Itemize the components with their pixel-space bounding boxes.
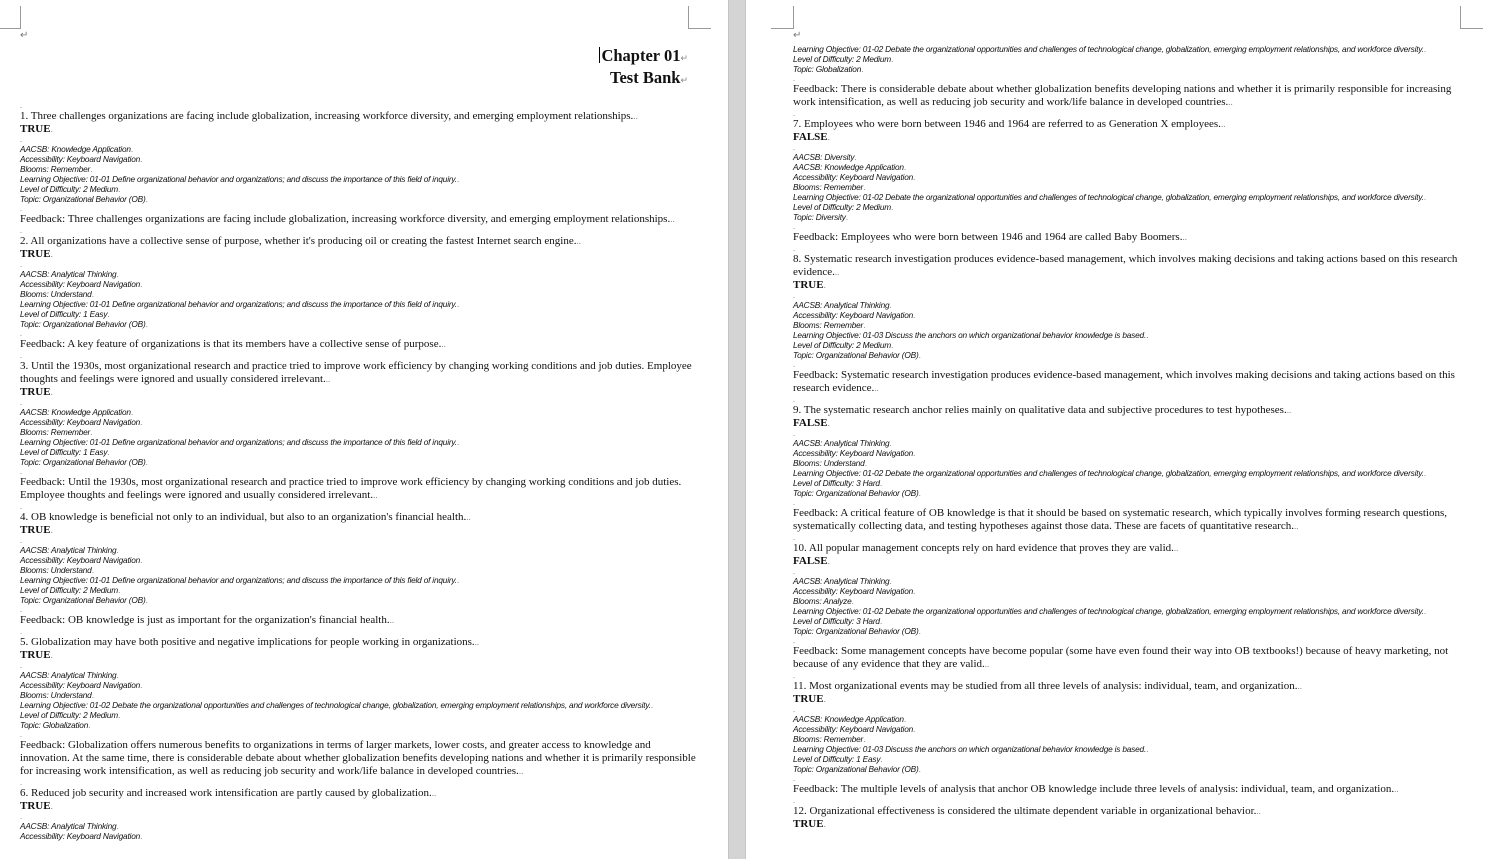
metadata-line[interactable]: Topic: Organizational Behavior (OB). bbox=[793, 764, 921, 774]
empty-paragraph: . bbox=[20, 730, 22, 739]
paragraph-mark: . bbox=[116, 269, 119, 279]
paragraph-mark: . bbox=[863, 734, 866, 744]
paragraph-mark: . bbox=[140, 417, 143, 427]
paragraph-mark: ↵ bbox=[680, 53, 688, 63]
paragraph-mark: . bbox=[913, 310, 916, 320]
empty-paragraph: . bbox=[793, 671, 795, 680]
paragraph-mark: .. bbox=[325, 374, 331, 384]
paragraph-mark: . bbox=[140, 154, 143, 164]
empty-paragraph: . bbox=[20, 661, 22, 670]
paragraph-mark: . bbox=[456, 299, 460, 309]
question-block bbox=[20, 351, 700, 502]
paragraph-mark: . bbox=[145, 319, 148, 329]
metadata-line[interactable]: Accessibility: Keyboard Navigation. bbox=[793, 724, 916, 734]
left-page-content bbox=[20, 0, 700, 841]
feedback-text[interactable]: Feedback: Until the 1930s, most organizational research and practice tried to improve work efficiency by changing working conditions and job duties. Employee thoughts and feelings were ignored and usually considered irrelevant... bbox=[20, 476, 682, 501]
metadata-line[interactable]: Topic: Diversity. bbox=[793, 212, 849, 222]
answer-text[interactable]: TRUE. bbox=[20, 524, 53, 536]
paragraph-mark: . bbox=[890, 202, 894, 212]
paragraph-mark: . bbox=[145, 595, 148, 605]
empty-paragraph: . bbox=[793, 360, 795, 369]
paragraph-mark: . bbox=[880, 754, 883, 764]
answer-text[interactable]: FALSE. bbox=[793, 417, 830, 429]
paragraph-mark: . bbox=[913, 172, 916, 182]
question-block bbox=[20, 101, 700, 226]
question-text[interactable]: 5. Globalization may have both positive and negative implications for people working in organizations... bbox=[20, 636, 480, 648]
paragraph-mark: .. bbox=[1228, 97, 1233, 107]
question-block bbox=[20, 226, 700, 351]
paragraph-mark: ↵ bbox=[793, 30, 802, 41]
paragraph-mark: . bbox=[889, 300, 892, 310]
feedback-text[interactable]: Feedback: Three challenges organizations are facing include globalization, increasing workforce diversity, and emerging employment relationships... bbox=[20, 213, 675, 225]
metadata-line[interactable]: Blooms: Remember. bbox=[20, 164, 93, 174]
metadata-line[interactable]: Topic: Organizational Behavior (OB). bbox=[20, 194, 148, 204]
metadata-line[interactable]: AACSB: Knowledge Application. bbox=[20, 144, 134, 154]
paragraph-mark: . bbox=[140, 680, 143, 690]
paragraph-mark: .. bbox=[984, 659, 990, 669]
paragraph-mark: . bbox=[854, 152, 857, 162]
question-text[interactable]: 10. All popular management concepts rely on hard evidence that proves they are valid... bbox=[793, 542, 1179, 554]
metadata-line[interactable]: Accessibility: Keyboard Navigation. bbox=[793, 310, 916, 320]
metadata-line[interactable]: Topic: Organizational Behavior (OB). bbox=[20, 319, 148, 329]
metadata-line[interactable]: Topic: Globalization. bbox=[20, 720, 91, 730]
paragraph-mark: . bbox=[879, 616, 883, 626]
paragraph-mark: . bbox=[1146, 744, 1149, 754]
empty-paragraph: . bbox=[793, 222, 795, 231]
question-block bbox=[793, 671, 1465, 796]
empty-paragraph: . bbox=[793, 395, 795, 404]
metadata-line[interactable]: AACSB: Analytical Thinking. bbox=[20, 545, 119, 555]
paragraph-mark: .. bbox=[670, 214, 675, 224]
paragraph-mark: . bbox=[889, 438, 892, 448]
paragraph-mark: . bbox=[650, 700, 654, 710]
empty-paragraph: . bbox=[20, 351, 22, 360]
metadata-line[interactable]: Topic: Organizational Behavior (OB). bbox=[793, 626, 921, 636]
paragraph-mark: . bbox=[107, 447, 110, 457]
empty-paragraph: . bbox=[20, 778, 22, 787]
paragraph-mark: . bbox=[864, 458, 867, 468]
metadata-line[interactable]: Topic: Organizational Behavior (OB). bbox=[793, 350, 921, 360]
continued-block bbox=[793, 44, 1465, 109]
metadata-line[interactable]: AACSB: Knowledge Application. bbox=[793, 162, 907, 172]
question-text[interactable]: 2. All organizations have a collective sense of purpose, whether it's producing oil or creating the fastest Internet search engine... bbox=[20, 235, 581, 247]
metadata-line[interactable]: Accessibility: Keyboard Navigation. bbox=[793, 172, 916, 182]
metadata-line[interactable]: Blooms: Analyze. bbox=[793, 596, 854, 606]
question-block bbox=[793, 244, 1465, 395]
paragraph-mark: .. bbox=[1173, 543, 1179, 553]
paragraph-mark: . bbox=[145, 457, 148, 467]
metadata-line[interactable]: Learning Objective: 01-01 Define organizational behavior and organizations; and discuss the importance of this field of inquiry.. bbox=[20, 437, 460, 447]
chapter-title-text: Chapter 01 bbox=[601, 46, 681, 65]
paragraph-mark: .. bbox=[1256, 806, 1261, 816]
paragraph-mark: . bbox=[50, 249, 53, 259]
answer-text[interactable]: TRUE. bbox=[20, 386, 53, 398]
empty-paragraph: . bbox=[20, 467, 22, 476]
paragraph-mark: .. bbox=[431, 788, 437, 798]
paragraph-mark: . bbox=[913, 448, 916, 458]
paragraph-mark: .. bbox=[441, 339, 446, 349]
metadata-line[interactable]: AACSB: Analytical Thinking. bbox=[793, 438, 892, 448]
metadata-line[interactable]: Level of Difficulty: 2 Medium. bbox=[793, 340, 894, 350]
paragraph-mark: . bbox=[456, 575, 460, 585]
paragraph-mark: . bbox=[117, 710, 121, 720]
metadata-line[interactable]: Blooms: Understand. bbox=[20, 690, 94, 700]
metadata-line[interactable]: Accessibility: Keyboard Navigation. bbox=[20, 680, 143, 690]
metadata-line[interactable]: Blooms: Remember. bbox=[793, 734, 866, 744]
metadata-line[interactable]: Topic: Globalization. bbox=[793, 64, 864, 74]
metadata-line[interactable]: Topic: Organizational Behavior (OB). bbox=[20, 457, 148, 467]
metadata-line[interactable]: AACSB: Knowledge Application. bbox=[793, 714, 907, 724]
paragraph-mark: . bbox=[1423, 44, 1427, 54]
paragraph-mark: . bbox=[1146, 330, 1149, 340]
paragraph-mark: . bbox=[889, 576, 892, 586]
feedback-text[interactable]: Feedback: A critical feature of OB knowledge is that it should be based on systematic research, which typically involves forming research questions, systematically collecting data, and testing hypotheses against those data. These are facets of quantitative research... bbox=[793, 507, 1448, 532]
question-text[interactable]: 11. Most organizational events may be studied from all three levels of analysis: individual, team, and organization... bbox=[793, 680, 1302, 692]
empty-paragraph: . bbox=[793, 705, 795, 714]
metadata-line[interactable]: Learning Objective: 01-02 Debate the organizational opportunities and challenges of technological change, globalization, emerging employment relationships, and workforce diversity.. bbox=[793, 192, 1427, 202]
empty-paragraph: . bbox=[20, 536, 22, 545]
paragraph-mark: . bbox=[107, 309, 110, 319]
question-block bbox=[20, 502, 700, 627]
paragraph-mark: . bbox=[903, 162, 907, 172]
question-text[interactable]: 7. Employees who were born between 1946 and 1964 are referred to as Generation X employees... bbox=[793, 118, 1226, 130]
feedback-text[interactable]: Feedback: There is considerable debate about whether globalization benefits developing nations and whether it is primarily responsible for increasing work intensification, as well as reducing job security and work/life balance in developed countries... bbox=[793, 83, 1452, 108]
paragraph-mark: . bbox=[1423, 192, 1427, 202]
answer-text[interactable]: TRUE. bbox=[20, 649, 53, 661]
answer-text[interactable]: TRUE. bbox=[20, 123, 53, 135]
paragraph-mark: . bbox=[117, 585, 121, 595]
paragraph-mark: .. bbox=[1220, 119, 1226, 129]
question-text[interactable]: 1. Three challenges organizations are facing include globalization, increasing workforce diversity, and emerging employment relationships... bbox=[20, 110, 638, 122]
empty-paragraph: . bbox=[793, 567, 795, 576]
answer-text[interactable]: FALSE. bbox=[793, 555, 830, 567]
right-page-content bbox=[793, 0, 1465, 830]
metadata-line[interactable]: AACSB: Knowledge Application. bbox=[20, 407, 134, 417]
empty-paragraph: . bbox=[793, 74, 795, 83]
metadata-line[interactable]: AACSB: Diversity. bbox=[793, 152, 857, 162]
feedback-text[interactable]: Feedback: Some management concepts have become popular (some have even found their way into OB textbooks!) because of heavy marketing, not because of any evidence that they are valid... bbox=[793, 645, 1449, 670]
paragraph-mark: . bbox=[50, 387, 53, 397]
paragraph-mark: . bbox=[863, 320, 866, 330]
paragraph-mark: . bbox=[456, 174, 460, 184]
metadata-line[interactable]: Accessibility: Keyboard Navigation. bbox=[793, 448, 916, 458]
answer-text[interactable]: TRUE. bbox=[20, 800, 53, 812]
paragraph-mark: . bbox=[130, 144, 134, 154]
paragraph-mark: . bbox=[90, 427, 93, 437]
paragraph-mark: . bbox=[918, 764, 921, 774]
metadata-line[interactable]: Accessibility: Keyboard Navigation. bbox=[20, 555, 143, 565]
answer-text[interactable]: TRUE. bbox=[793, 818, 826, 830]
empty-paragraph: . bbox=[793, 109, 795, 118]
empty-paragraph: . bbox=[793, 498, 795, 507]
document-page-left[interactable] bbox=[0, 0, 728, 859]
metadata-line[interactable]: AACSB: Analytical Thinking. bbox=[20, 821, 119, 831]
paragraph-mark: .. bbox=[1294, 521, 1299, 531]
paragraph-mark: .. bbox=[1286, 405, 1292, 415]
feedback-text[interactable]: Feedback: OB knowledge is just as important for the organization's financial health... bbox=[20, 614, 395, 626]
metadata-line[interactable]: Blooms: Understand. bbox=[793, 458, 867, 468]
feedback-text[interactable]: Feedback: Employees who were born between 1946 and 1964 are called Baby Boomers... bbox=[793, 231, 1187, 243]
paragraph-mark: . bbox=[845, 212, 849, 222]
question-text[interactable]: 6. Reduced job security and increased work intensification are partly caused by globalization... bbox=[20, 787, 437, 799]
question-block bbox=[20, 627, 700, 778]
paragraph-mark: .. bbox=[389, 615, 395, 625]
empty-paragraph: . bbox=[793, 533, 795, 542]
metadata-line[interactable]: Learning Objective: 01-02 Debate the organizational opportunities and challenges of technological change, globalization, emerging employment relationships, and workforce diversity.. bbox=[793, 468, 1427, 478]
question-text[interactable]: 8. Systematic research investigation produces evidence-based management, which involves making decisions and taking actions based on this research evidence... bbox=[793, 253, 1458, 278]
metadata-line[interactable]: Learning Objective: 01-02 Debate the organizational opportunities and challenges of technological change, globalization, emerging employment relationships, and workforce diversity.. bbox=[793, 44, 1427, 54]
paragraph-mark: .. bbox=[373, 490, 378, 500]
paragraph-mark: .. bbox=[1394, 784, 1399, 794]
paragraph-mark: . bbox=[88, 720, 91, 730]
paragraph-mark: .. bbox=[1297, 681, 1302, 691]
metadata-line[interactable]: Accessibility: Keyboard Navigation. bbox=[20, 831, 143, 841]
paragraph-mark: . bbox=[50, 650, 53, 660]
empty-paragraph: . bbox=[20, 135, 22, 144]
empty-paragraph: . bbox=[793, 143, 795, 152]
paragraph-mark: ↵ bbox=[680, 75, 688, 85]
paragraph-mark: . bbox=[827, 418, 830, 428]
metadata-line[interactable]: Learning Objective: 01-02 Debate the organizational opportunities and challenges of technological change, globalization, emerging employment relationships, and workforce diversity.. bbox=[20, 700, 654, 710]
page-gutter bbox=[728, 0, 746, 859]
paragraph-mark: .. bbox=[1182, 232, 1187, 242]
question-text[interactable]: 12. Organizational effectiveness is considered the ultimate dependent variable in organizational behavior... bbox=[793, 805, 1261, 817]
question-block bbox=[793, 395, 1465, 533]
paragraph-mark: . bbox=[91, 289, 94, 299]
metadata-line[interactable]: AACSB: Analytical Thinking. bbox=[20, 269, 119, 279]
paragraph-mark: . bbox=[116, 670, 119, 680]
metadata-line[interactable]: Level of Difficulty: 3 Hard. bbox=[793, 616, 883, 626]
paragraph-mark: .. bbox=[576, 236, 581, 246]
metadata-line[interactable]: Accessibility: Keyboard Navigation. bbox=[20, 279, 143, 289]
empty-paragraph: . bbox=[20, 204, 22, 213]
metadata-line[interactable]: Accessibility: Keyboard Navigation. bbox=[20, 417, 143, 427]
metadata-line[interactable]: Learning Objective: 01-01 Define organizational behavior and organizations; and discuss the importance of this field of inquiry.. bbox=[20, 299, 460, 309]
chapter-title[interactable] bbox=[20, 46, 700, 68]
question-list-left bbox=[20, 101, 700, 841]
paragraph-mark: .. bbox=[874, 383, 879, 393]
question-text[interactable]: 9. The systematic research anchor relies mainly on qualitative data and subjective procedures to test hypotheses... bbox=[793, 404, 1292, 416]
margin-corner-mark bbox=[771, 6, 794, 29]
metadata-line[interactable]: Blooms: Remember. bbox=[20, 427, 93, 437]
metadata-line[interactable]: Learning Objective: 01-02 Debate the organizational opportunities and challenges of technological change, globalization, emerging employment relationships, and workforce diversity.. bbox=[793, 606, 1427, 616]
empty-paragraph: . bbox=[793, 796, 795, 805]
question-block bbox=[793, 533, 1465, 671]
metadata-line[interactable]: Accessibility: Keyboard Navigation. bbox=[793, 586, 916, 596]
paragraph-mark: . bbox=[918, 626, 921, 636]
test-bank-title-text: Test Bank bbox=[609, 68, 681, 87]
paragraph-mark: . bbox=[91, 690, 94, 700]
paragraph-mark: . bbox=[863, 182, 866, 192]
metadata-line[interactable]: AACSB: Analytical Thinking. bbox=[793, 576, 892, 586]
paragraph-mark: . bbox=[50, 124, 53, 134]
empty-paragraph: . bbox=[20, 502, 22, 511]
metadata-line[interactable]: Accessibility: Keyboard Navigation. bbox=[20, 154, 143, 164]
margin-corner-mark bbox=[0, 6, 21, 29]
paragraph-mark: . bbox=[90, 164, 93, 174]
paragraph-mark: . bbox=[1423, 606, 1427, 616]
paragraph-mark: . bbox=[117, 184, 121, 194]
feedback-text[interactable]: Feedback: Globalization offers numerous benefits to organizations in terms of larger markets, lower costs, and greater access to knowledge and innovation. At the same time, there is considerable debate about whether globalization benefits developing nations and whether it is primarily responsible for increasing work intensification, as well as reducing job security and work/life balance in developed countries... bbox=[20, 739, 696, 777]
paragraph-mark: . bbox=[890, 54, 894, 64]
answer-text[interactable]: FALSE. bbox=[793, 131, 830, 143]
paragraph-mark: . bbox=[140, 279, 143, 289]
metadata-line[interactable]: AACSB: Analytical Thinking. bbox=[793, 300, 892, 310]
metadata-line[interactable]: Level of Difficulty: 1 Easy. bbox=[20, 447, 110, 457]
paragraph-mark: . bbox=[140, 831, 143, 841]
metadata-line[interactable]: Level of Difficulty: 2 Medium. bbox=[20, 585, 121, 595]
empty-paragraph: . bbox=[793, 291, 795, 300]
paragraph-mark: . bbox=[50, 525, 53, 535]
paragraph-mark: . bbox=[130, 407, 134, 417]
feedback-text[interactable]: Feedback: The multiple levels of analysis that anchor OB knowledge include three levels of analysis: individual, team, and organization... bbox=[793, 783, 1399, 795]
paragraph-mark: . bbox=[116, 821, 119, 831]
empty-paragraph: . bbox=[20, 627, 22, 636]
empty-paragraph: . bbox=[793, 636, 795, 645]
question-block bbox=[793, 109, 1465, 244]
metadata-line[interactable]: Learning Objective: 01-01 Define organizational behavior and organizations; and discuss the importance of this field of inquiry.. bbox=[20, 575, 460, 585]
paragraph-mark: . bbox=[140, 555, 143, 565]
paragraph-mark: . bbox=[913, 724, 916, 734]
feedback-text[interactable]: Feedback: Systematic research investigation produces evidence-based management, which involves making decisions and taking actions based on this research evidence... bbox=[793, 369, 1455, 394]
paragraph-mark: . bbox=[890, 340, 894, 350]
metadata-line[interactable]: Level of Difficulty: 1 Easy. bbox=[793, 754, 883, 764]
metadata-line[interactable]: Blooms: Remember. bbox=[793, 182, 866, 192]
paragraph-mark: . bbox=[823, 819, 826, 829]
document-page-right[interactable] bbox=[746, 0, 1489, 859]
metadata-line[interactable]: Blooms: Understand. bbox=[20, 289, 94, 299]
paragraph-mark: .. bbox=[518, 766, 524, 776]
metadata-line[interactable]: Learning Objective: 01-03 Discuss the anchors on which organizational behavior knowledge is based.. bbox=[793, 744, 1149, 754]
empty-paragraph: . bbox=[20, 398, 22, 407]
answer-text[interactable]: TRUE. bbox=[793, 279, 826, 291]
metadata-line[interactable]: Level of Difficulty: 2 Medium. bbox=[20, 184, 121, 194]
paragraph-mark: .. bbox=[834, 267, 840, 277]
paragraph-mark: . bbox=[827, 132, 830, 142]
empty-paragraph: . bbox=[20, 260, 22, 269]
metadata-line[interactable]: Learning Objective: 01-03 Discuss the anchors on which organizational behavior knowledge is based.. bbox=[793, 330, 1149, 340]
paragraph-mark: . bbox=[116, 545, 119, 555]
paragraph-mark: . bbox=[861, 64, 864, 74]
metadata-line[interactable]: Level of Difficulty: 3 Hard. bbox=[793, 478, 883, 488]
paragraph-mark: . bbox=[827, 556, 830, 566]
paragraph-mark: ↵ bbox=[20, 30, 29, 41]
metadata-line[interactable]: Level of Difficulty: 2 Medium. bbox=[793, 202, 894, 212]
paragraph-mark: . bbox=[879, 478, 883, 488]
empty-paragraph: . bbox=[20, 101, 22, 110]
metadata-line[interactable]: Topic: Organizational Behavior (OB). bbox=[20, 595, 148, 605]
paragraph-mark: . bbox=[823, 694, 826, 704]
paragraph-mark: .. bbox=[633, 111, 638, 121]
paragraph-mark: .. bbox=[466, 512, 471, 522]
question-text[interactable]: 4. OB knowledge is beneficial not only to an individual, but also to an organization's financial health... bbox=[20, 511, 471, 523]
metadata-line[interactable]: Learning Objective: 01-01 Define organizational behavior and organizations; and discuss the importance of this field of inquiry.. bbox=[20, 174, 460, 184]
empty-paragraph: . bbox=[20, 226, 22, 235]
feedback-text[interactable]: Feedback: A key feature of organizations is that its members have a collective sense of purpose... bbox=[20, 338, 446, 350]
answer-text[interactable]: TRUE. bbox=[793, 693, 826, 705]
empty-paragraph: . bbox=[20, 812, 22, 821]
paragraph-mark: . bbox=[918, 488, 921, 498]
empty-paragraph: . bbox=[793, 774, 795, 783]
empty-paragraph: . bbox=[793, 429, 795, 438]
question-block bbox=[793, 796, 1465, 830]
metadata-line[interactable]: Level of Difficulty: 2 Medium. bbox=[20, 710, 121, 720]
paragraph-mark: .. bbox=[474, 637, 480, 647]
metadata-line[interactable]: Level of Difficulty: 1 Easy. bbox=[20, 309, 110, 319]
metadata-line[interactable]: Level of Difficulty: 2 Medium. bbox=[793, 54, 894, 64]
question-block bbox=[20, 778, 700, 841]
paragraph-mark: . bbox=[913, 586, 916, 596]
test-bank-title[interactable] bbox=[20, 68, 700, 90]
metadata-line[interactable]: Blooms: Understand. bbox=[20, 565, 94, 575]
paragraph-mark: . bbox=[456, 437, 460, 447]
metadata-line[interactable]: Topic: Organizational Behavior (OB). bbox=[793, 488, 921, 498]
paragraph-mark: . bbox=[903, 714, 907, 724]
paragraph-mark: . bbox=[50, 801, 53, 811]
answer-text[interactable]: TRUE. bbox=[20, 248, 53, 260]
empty-paragraph: . bbox=[793, 244, 795, 253]
paragraph-mark: . bbox=[918, 350, 921, 360]
empty-paragraph: . bbox=[20, 329, 22, 338]
paragraph-mark: . bbox=[1423, 468, 1427, 478]
question-text[interactable]: 3. Until the 1930s, most organizational research and practice tried to improve work efficiency by changing working conditions and job duties. Employee thoughts and feelings were ignored and usually considered irrelevant... bbox=[20, 360, 692, 385]
question-list-right bbox=[793, 109, 1465, 830]
paragraph-mark: . bbox=[851, 596, 854, 606]
paragraph-mark: . bbox=[91, 565, 94, 575]
metadata-line[interactable]: AACSB: Analytical Thinking. bbox=[20, 670, 119, 680]
paragraph-mark: . bbox=[145, 194, 148, 204]
empty-paragraph: . bbox=[20, 605, 22, 614]
paragraph-mark: . bbox=[823, 280, 826, 290]
metadata-line[interactable]: Blooms: Remember. bbox=[793, 320, 866, 330]
